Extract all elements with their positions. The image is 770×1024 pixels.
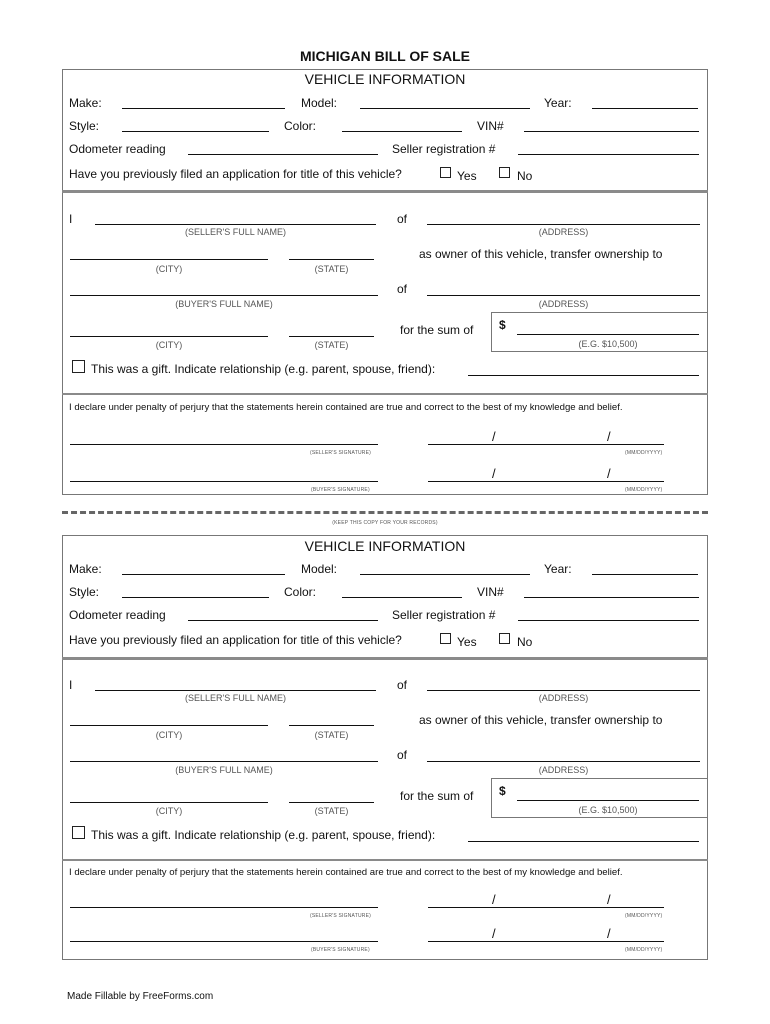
style-label: Style: — [69, 119, 100, 133]
year-field[interactable] — [592, 108, 698, 109]
date-slash: / — [607, 926, 611, 941]
color-field[interactable] — [342, 597, 462, 598]
make-label: Make: — [69, 96, 102, 110]
yes-checkbox[interactable] — [440, 167, 451, 178]
section-divider — [62, 190, 708, 193]
gift-checkbox[interactable] — [72, 360, 85, 373]
buyer-signature-caption: (BUYER'S SIGNATURE) — [311, 947, 370, 953]
buyer-name-caption: (BUYER'S FULL NAME) — [175, 299, 273, 309]
dollar-sign: $ — [499, 318, 506, 332]
vin-label: VIN# — [477, 119, 504, 133]
make-field[interactable] — [122, 574, 285, 575]
date-slash: / — [607, 892, 611, 907]
seller-city-field[interactable] — [70, 725, 268, 726]
make-label: Make: — [69, 562, 102, 576]
form-border — [62, 69, 708, 495]
seller-address-caption: (ADDRESS) — [538, 227, 589, 237]
color-field[interactable] — [342, 131, 462, 132]
model-field[interactable] — [360, 108, 530, 109]
buyer-name-field[interactable] — [70, 295, 378, 296]
buyer-date-field[interactable] — [428, 481, 664, 482]
seller-date-field[interactable] — [428, 907, 664, 908]
of-label: of — [397, 212, 408, 226]
buyer-state-caption: (STATE) — [314, 806, 349, 816]
footer-credit: Made Fillable by FreeForms.com — [67, 991, 214, 1002]
section-heading: VEHICLE INFORMATION — [304, 71, 466, 87]
transfer-text: as owner of this vehicle, transfer ownership to — [419, 713, 663, 727]
buyer-city-caption: (CITY) — [155, 340, 183, 350]
seller-registration-label: Seller registration # — [392, 608, 496, 622]
gift-text: This was a gift. Indicate relationship (e.g. parent, spouse, friend): — [91, 828, 436, 842]
dollar-sign: $ — [499, 784, 506, 798]
date-slash: / — [492, 429, 496, 444]
gift-checkbox[interactable] — [72, 826, 85, 839]
seller-signature-field[interactable] — [70, 907, 378, 908]
i-label: I — [69, 212, 73, 226]
no-label: No — [517, 169, 533, 183]
seller-name-caption: (SELLER'S FULL NAME) — [185, 227, 286, 237]
seller-state-field[interactable] — [289, 725, 374, 726]
i-label: I — [69, 678, 73, 692]
buyer-state-field[interactable] — [289, 336, 374, 337]
seller-registration-field[interactable] — [518, 620, 699, 621]
section-divider — [62, 393, 708, 395]
buyer-date-caption: (MM/DD/YYYY) — [625, 487, 663, 493]
seller-city-field[interactable] — [70, 259, 268, 260]
seller-name-caption: (SELLER'S FULL NAME) — [185, 693, 286, 703]
buyer-date-caption: (MM/DD/YYYY) — [625, 947, 663, 953]
sum-field[interactable] — [517, 334, 699, 335]
of-label: of — [397, 678, 408, 692]
sum-field[interactable] — [517, 800, 699, 801]
sum-label: for the sum of — [400, 323, 474, 337]
buyer-date-field[interactable] — [428, 941, 664, 942]
buyer-name-field[interactable] — [70, 761, 378, 762]
yes-checkbox[interactable] — [440, 633, 451, 644]
seller-registration-field[interactable] — [518, 154, 699, 155]
date-slash: / — [492, 926, 496, 941]
seller-state-field[interactable] — [289, 259, 374, 260]
sum-label: for the sum of — [400, 789, 474, 803]
yes-label: Yes — [457, 169, 477, 183]
sum-example: (E.G. $10,500) — [578, 805, 638, 815]
seller-address-caption: (ADDRESS) — [538, 693, 589, 703]
buyer-name-caption: (BUYER'S FULL NAME) — [175, 765, 273, 775]
form-border — [62, 535, 708, 960]
gift-text: This was a gift. Indicate relationship (e.g. parent, spouse, friend): — [91, 362, 436, 376]
seller-signature-caption: (SELLER'S SIGNATURE) — [310, 913, 371, 919]
style-field[interactable] — [122, 131, 269, 132]
section-divider — [62, 657, 708, 660]
style-field[interactable] — [122, 597, 269, 598]
vin-field[interactable] — [524, 131, 699, 132]
seller-address-field[interactable] — [427, 224, 700, 225]
buyer-state-field[interactable] — [289, 802, 374, 803]
no-checkbox[interactable] — [499, 167, 510, 178]
buyer-state-caption: (STATE) — [314, 340, 349, 350]
title-question: Have you previously filed an application for title of this vehicle? — [69, 167, 402, 181]
seller-name-field[interactable] — [95, 224, 376, 225]
odometer-field[interactable] — [188, 154, 378, 155]
seller-date-caption: (MM/DD/YYYY) — [625, 450, 663, 456]
buyer-address-field[interactable] — [427, 295, 700, 296]
buyer-address-caption: (ADDRESS) — [538, 765, 589, 775]
buyer-city-caption: (CITY) — [155, 806, 183, 816]
declaration-text: I declare under penalty of perjury that the statements herein contained are true and correct to the best of my knowledge and belief. — [69, 867, 623, 878]
buyer-address-caption: (ADDRESS) — [538, 299, 589, 309]
style-label: Style: — [69, 585, 100, 599]
buyer-city-field[interactable] — [70, 336, 268, 337]
of-label: of — [397, 748, 408, 762]
date-slash: / — [492, 892, 496, 907]
color-label: Color: — [284, 119, 317, 133]
odometer-label: Odometer reading — [69, 142, 166, 156]
buyer-signature-field[interactable] — [70, 481, 378, 482]
date-slash: / — [607, 466, 611, 481]
transfer-text: as owner of this vehicle, transfer ownership to — [419, 247, 663, 261]
title-question: Have you previously filed an application for title of this vehicle? — [69, 633, 402, 647]
section-divider — [62, 859, 708, 861]
seller-signature-caption: (SELLER'S SIGNATURE) — [310, 450, 371, 456]
sum-example: (E.G. $10,500) — [578, 339, 638, 349]
vin-label: VIN# — [477, 585, 504, 599]
cut-line — [62, 511, 708, 514]
buyer-signature-caption: (BUYER'S SIGNATURE) — [311, 487, 370, 493]
odometer-field[interactable] — [188, 620, 378, 621]
model-label: Model: — [301, 96, 338, 110]
vin-field[interactable] — [524, 597, 699, 598]
year-label: Year: — [544, 562, 572, 576]
yes-label: Yes — [457, 635, 477, 649]
buyer-address-field[interactable] — [427, 761, 700, 762]
relationship-field[interactable] — [468, 841, 699, 842]
page-title: MICHIGAN BILL OF SALE — [299, 48, 471, 64]
seller-state-caption: (STATE) — [314, 264, 349, 274]
declaration-text: I declare under penalty of perjury that the statements herein contained are true and correct to the best of my knowledge and belief. — [69, 402, 623, 413]
date-slash: / — [492, 466, 496, 481]
seller-name-field[interactable] — [95, 690, 376, 691]
seller-address-field[interactable] — [427, 690, 700, 691]
of-label: of — [397, 282, 408, 296]
year-field[interactable] — [592, 574, 698, 575]
seller-city-caption: (CITY) — [155, 730, 183, 740]
relationship-field[interactable] — [468, 375, 699, 376]
keep-copy-note: (KEEP THIS COPY FOR YOUR RECORDS) — [332, 520, 438, 526]
buyer-city-field[interactable] — [70, 802, 268, 803]
model-label: Model: — [301, 562, 338, 576]
seller-state-caption: (STATE) — [314, 730, 349, 740]
year-label: Year: — [544, 96, 572, 110]
model-field[interactable] — [360, 574, 530, 575]
no-label: No — [517, 635, 533, 649]
seller-date-field[interactable] — [428, 444, 664, 445]
seller-registration-label: Seller registration # — [392, 142, 496, 156]
date-slash: / — [607, 429, 611, 444]
buyer-signature-field[interactable] — [70, 941, 378, 942]
odometer-label: Odometer reading — [69, 608, 166, 622]
seller-signature-field[interactable] — [70, 444, 378, 445]
color-label: Color: — [284, 585, 317, 599]
seller-date-caption: (MM/DD/YYYY) — [625, 913, 663, 919]
seller-city-caption: (CITY) — [155, 264, 183, 274]
make-field[interactable] — [122, 108, 285, 109]
no-checkbox[interactable] — [499, 633, 510, 644]
section-heading: VEHICLE INFORMATION — [304, 538, 466, 554]
